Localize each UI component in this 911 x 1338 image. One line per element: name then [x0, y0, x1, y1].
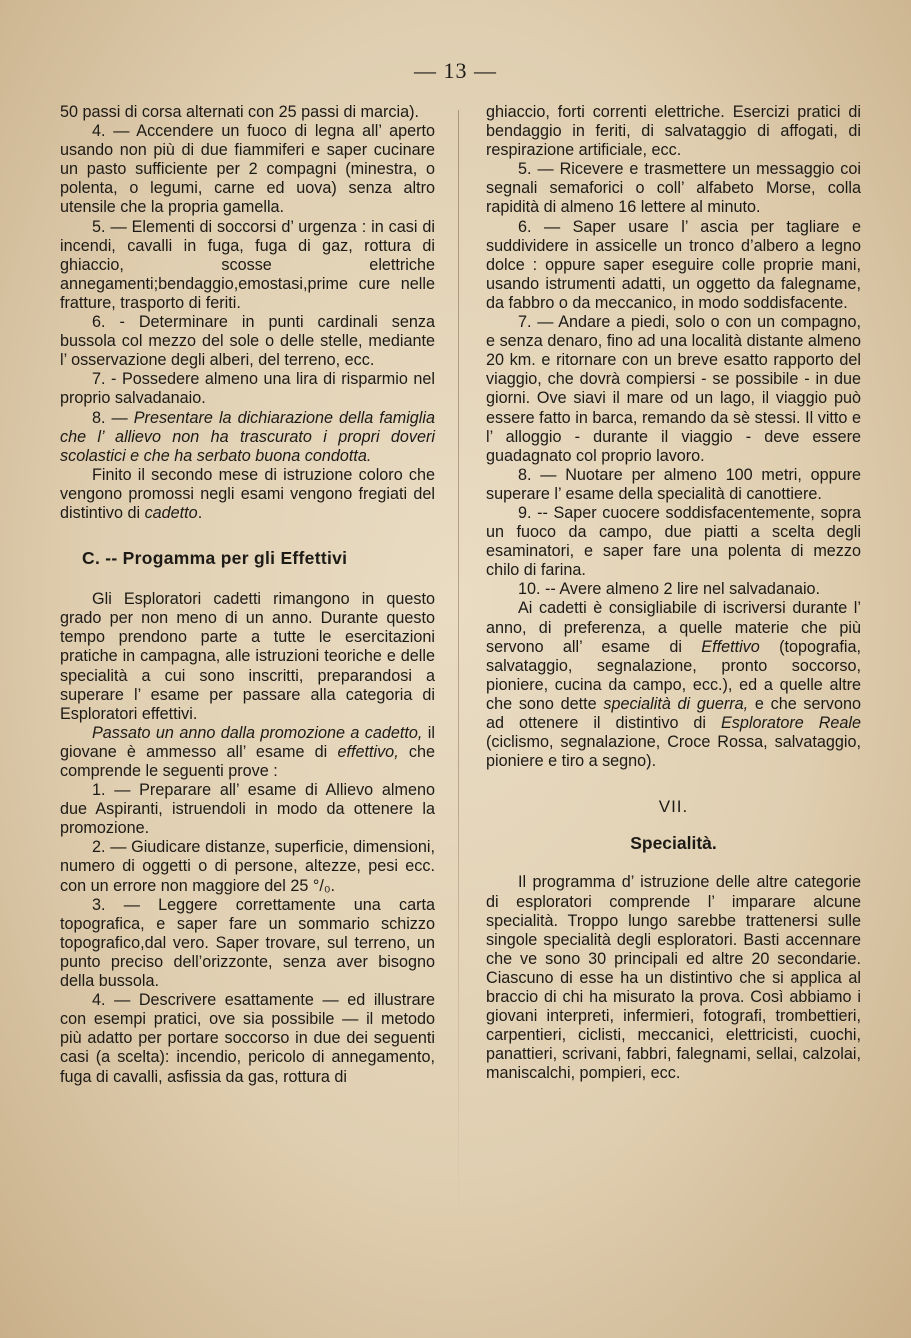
paragraph: 6. - Determinare in punti cardinali senza bussola col mezzo del sole o delle stelle, mediante l’ osservazione degli alberi, del terreno, ecc.: [60, 313, 435, 370]
paragraph: Gli Esploratori cadetti rimangono in questo grado per non meno di un anno. Durante questo tempo prendono parte a tutte le esercitazioni pratiche in campagna, alle istruzioni teoriche e delle specialità a cui sono inscritti, preparandosi a superare l’ esame per passare alla categoria di Esploratori effettivi.: [60, 590, 435, 723]
paragraph: 6. — Saper usare l’ ascia per tagliare e suddividere in assicelle un tronco d’albero a legno dolce : oppure saper eseguire colle proprie mani, usando istrumenti adatti, un oggetto da falegname, da fabbro o da meccanico, in modo soddisfacente.: [486, 217, 861, 312]
paragraph: 50 passi di corsa alternati con 25 passi di marcia).: [60, 103, 419, 121]
italic-text: Esploratore Reale: [720, 714, 861, 732]
italic-text: Presentare la dichiarazione della famiglia che l’ allievo non ha trascurato i propri doveri scolastici e che ha serbato buona condotta.: [60, 408, 436, 465]
right-column: [486, 103, 861, 1084]
italic-text: Effettivo: [701, 637, 760, 656]
chapter-number: VII.: [658, 797, 689, 817]
paragraph: 9. -- Saper cuocere soddisfacentemente, sopra un fuoco da campo, due piatti a scelta degli esaminatori, e saper fare una polenta di mezzo chilo di farina.: [486, 503, 861, 580]
text: (topografia, salvataggio, segnalazione, pronto soccorso, pioniere, cucina da campo, ecc.), ed a quelle altre che sono dette: [486, 637, 861, 713]
paragraph: [486, 599, 861, 771]
section-heading: C. -- Progamma per gli Effettivi: [82, 548, 348, 569]
text: (ciclismo, segnalazione, Croce Rossa, salvataggio, pioniere e tiro a segno).: [486, 733, 861, 771]
paragraph: [60, 466, 435, 523]
paragraph: 4. — Descrivere esattamente — ed illustrare con esempi pratici, ove sia possibile — il metodo più adatto per portare soccorso in due dei seguenti casi (a scelta): incendio, pericolo di annegamento, fuga di cavalli, asfissia da gas, rottura di: [60, 991, 435, 1086]
paragraph: Il programma d’ istruzione delle altre categorie di esploratori comprende l’ imparare alcune specialità. Troppo lungo sarebbe trattenersi sulle singole specialità degli esploratori. Basti accennare che ve sono 30 principali ed altre 20 secondarie. Ciascuno di esse ha un distintivo che si applica al braccio di chi ha misurato la prova. Così abbiamo i giovani interpreti, infermieri, fotografi, trombettieri, carpentieri, ciclisti, meccanici, elettricisti, cuochi, panattieri, scrivani, fabbri, falegnami, sellai, calzolai, maniscalchi, pompieri, ecc.: [486, 873, 861, 1083]
item-number: 8. —: [92, 408, 134, 427]
text: Finito il secondo mese di istruzione coloro che vengono promossi negli esami vengono fregiati del distintivo di: [60, 465, 435, 522]
italic-text: cadetto: [144, 503, 198, 522]
paragraph: 7. - Possedere almeno una lira di risparmio nel proprio salvadanaio.: [60, 370, 435, 408]
paragraph: [60, 724, 435, 781]
paragraph: 10. -- Avere almeno 2 lire nel salvadanaio.: [518, 580, 821, 599]
page-number: — 13 —: [414, 58, 497, 83]
italic-text: Passato un anno dalla promozione a cadetto,: [92, 723, 423, 742]
paragraph: 7. — Andare a piedi, solo o con un compagno, e senza denaro, fino ad una località distante almeno 20 km. e ritornare con un breve esatto rapporto del viaggio, che dovrà compiersi - se possibile - in due giorni. Ove siavi il mare od un lago, il viaggio può essere fatto in barca, remando da sè stessi. Il vitto e l’ alloggio - durante il viaggio - deve essere guadagnato col proprio lavoro.: [486, 313, 861, 465]
text: il giovane è ammesso all’ esame di: [60, 723, 435, 761]
text: che comprende le seguenti prove :: [60, 742, 435, 780]
column-divider: [458, 110, 459, 1230]
paragraph: 3. — Leggere correttamente una carta topografica, e saper fare un sommario schizzo topografico,dal vero. Saper trovare, sul terreno, un punto preciso dell’orizzonte, senza aver bisogno della bussola.: [60, 895, 435, 991]
paragraph: 2. — Giudicare distanze, superficie, dimensioni, numero di oggetti o di persone, altezze, pesi ecc. con un errore non maggiore del 25 °/₀.: [60, 838, 435, 895]
paragraph: [60, 409, 435, 466]
italic-text: effettivo,: [337, 742, 399, 761]
paragraph: 5. — Elementi di soccorsi d’ urgenza : in casi di incendi, cavalli in fuga, fuga di gaz, rottura di ghiaccio, scosse elettriche annegamenti;bendaggio,emostasi,prime cure nelle fratture, trasporto di feriti.: [60, 217, 435, 312]
paragraph: 4. — Accendere un fuoco di legna all’ aperto usando non più di due fiammiferi e saper cucinare un pasto sufficiente per 2 compagni (minestra, o polenta, o legumi, carne ed uova) senza altro utensile che la propria gamella.: [60, 122, 435, 217]
text: Ai cadetti è consigliabile di iscriversi durante l’ anno, di preferenza, a quelle materie che più servono all’ esame di: [486, 599, 861, 656]
paragraph: 1. — Preparare all’ esame di Allievo almeno due Aspiranti, istruendoli in modo da ottenere la promozione.: [60, 781, 435, 838]
paragraph: 5. — Ricevere e trasmettere un messaggio coi segnali semaforici o coll’ alfabeto Morse, colla rapidità di almeno 16 lettere al minuto.: [486, 160, 861, 217]
left-column: [60, 103, 435, 1087]
text: .: [197, 503, 203, 522]
italic-text: specialità di guerra,: [603, 694, 749, 713]
text: e che servono ad ottenere il distintivo di: [486, 694, 862, 732]
paragraph: 8. — Nuotare per almeno 100 metri, oppure superare l’ esame della specialità di canottiere.: [486, 465, 861, 503]
paragraph: ghiaccio, forti correnti elettriche. Esercizi pratici di bendaggio in feriti, di salvataggio di affogati, di respirazione artificiale, ecc.: [486, 103, 861, 160]
section-heading: Specialità.: [630, 833, 717, 854]
